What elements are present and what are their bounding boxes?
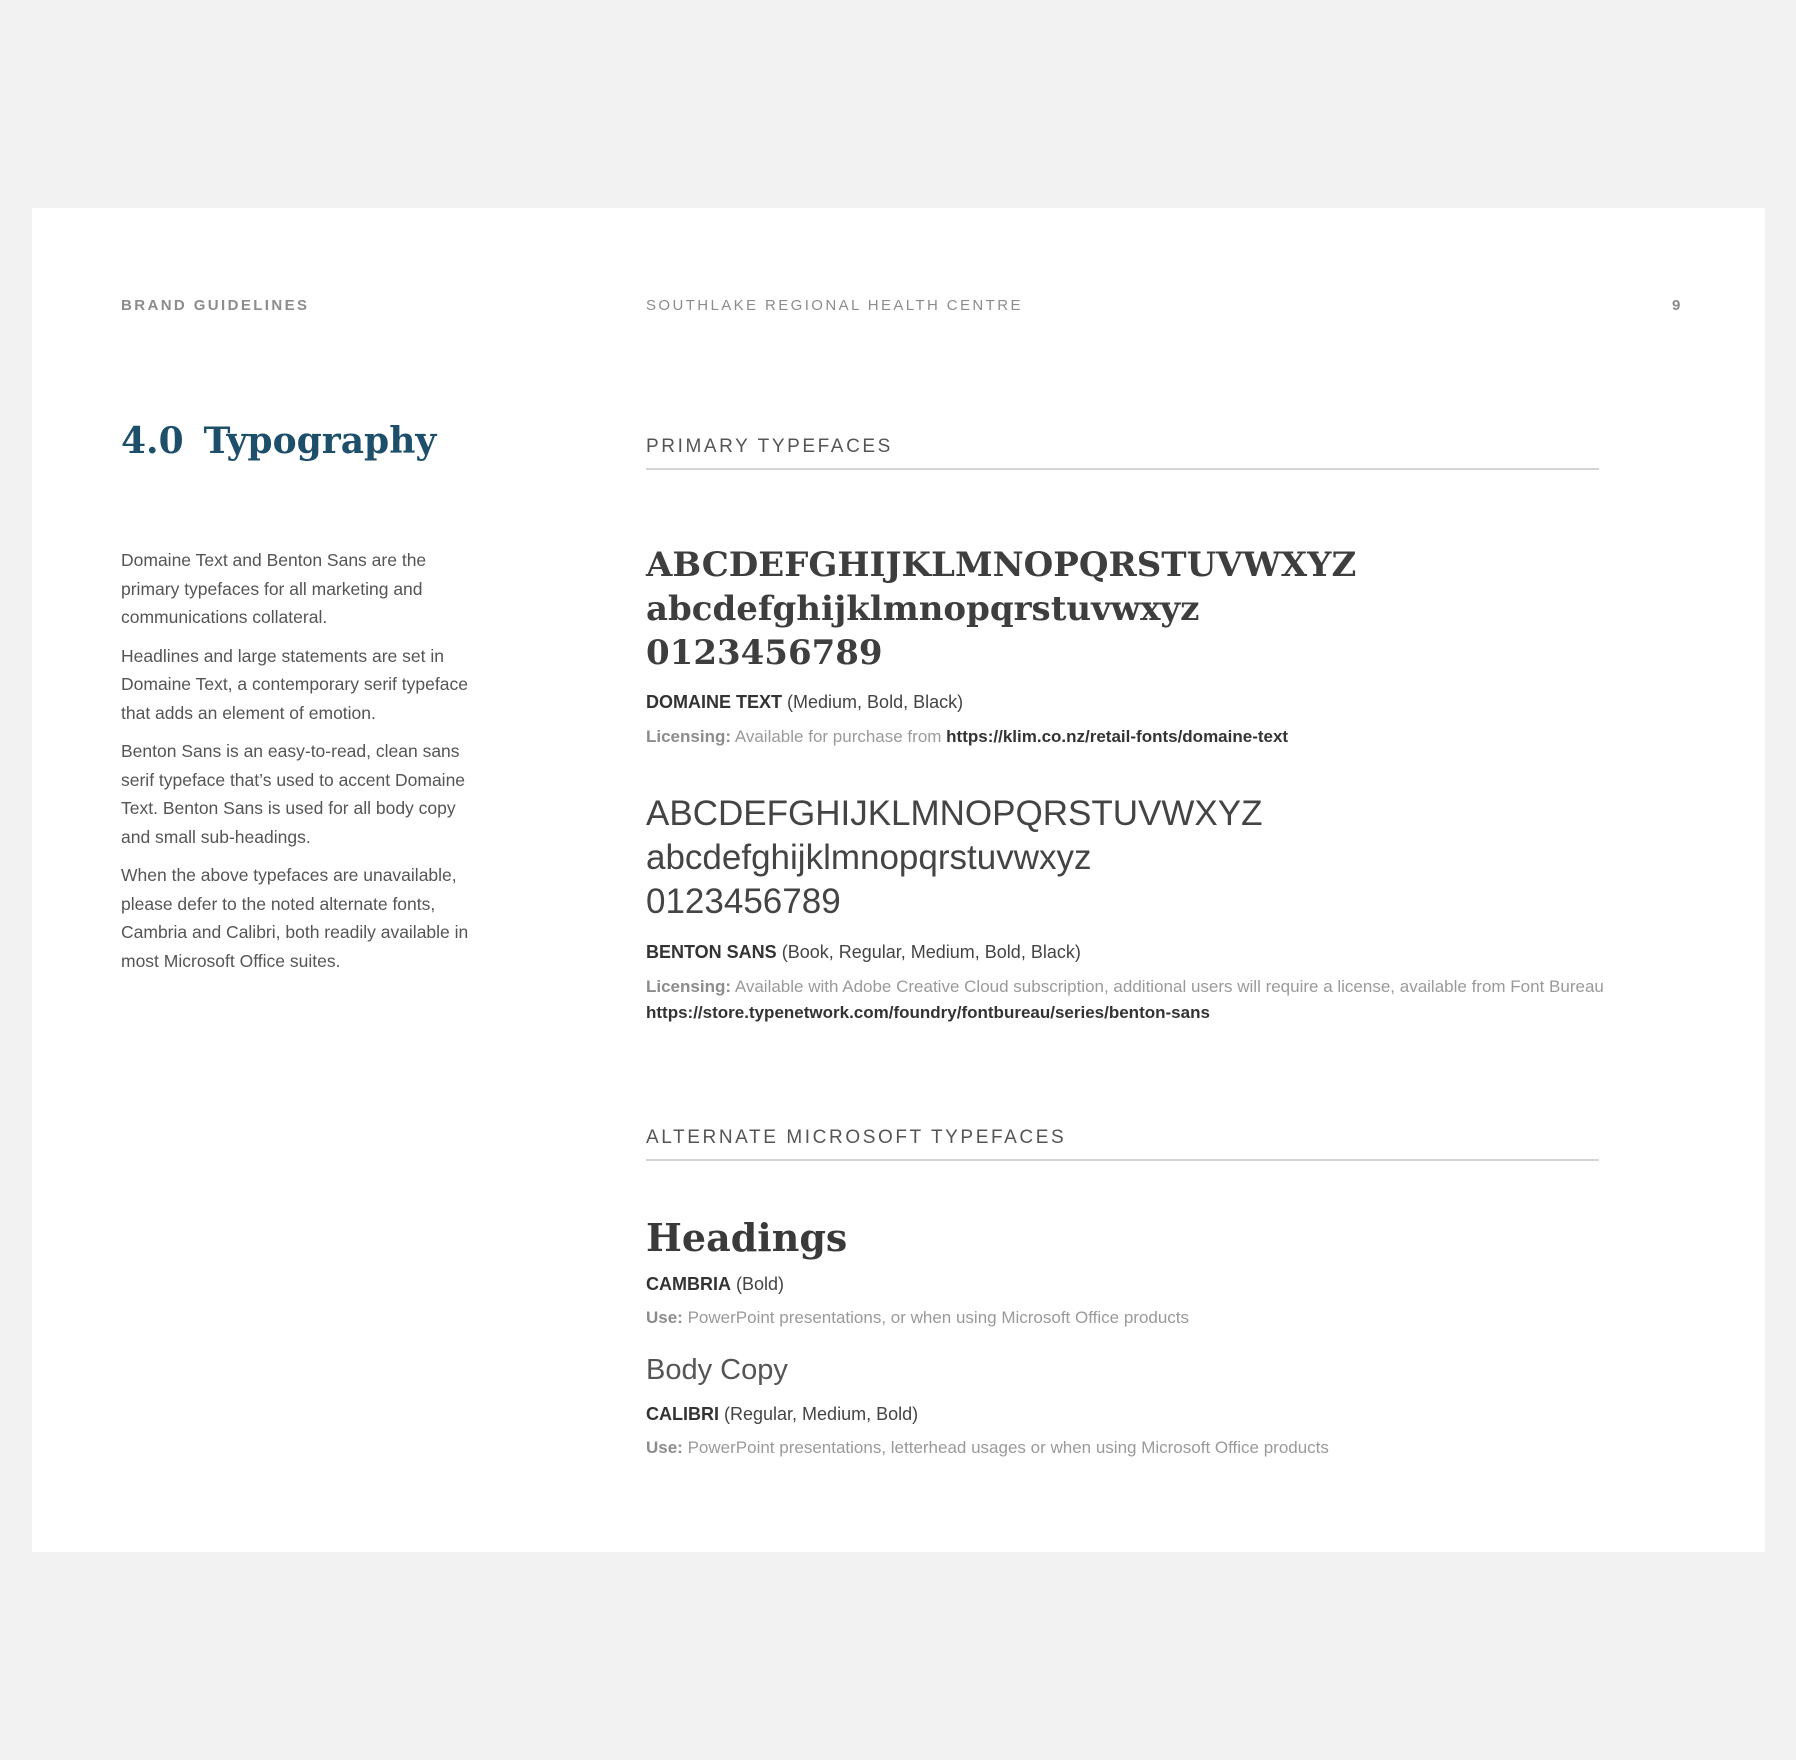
domaine-font-name <box>646 692 963 713</box>
section-number: 4.0 <box>121 420 184 462</box>
intro-paragraph: Domaine Text and Benton Sans are the primary typefaces for all marketing and communications collateral. <box>121 550 427 627</box>
cambria-use-label: Use: <box>646 1308 683 1327</box>
calibri-name: CALIBRI <box>646 1404 719 1424</box>
domaine-uppercase: ABCDEFGHIJKLMNOPQRSTUVWXYZ <box>646 545 1357 585</box>
benton-weights: (Book, Regular, Medium, Bold, Black) <box>781 942 1081 962</box>
primary-typefaces-heading: PRIMARY TYPEFACES <box>646 436 1599 470</box>
domaine-weights: (Medium, Bold, Black) <box>787 692 964 712</box>
section-label: Typography <box>203 420 437 462</box>
header-organization: SOUTHLAKE REGIONAL HEALTH CENTRE <box>646 297 1023 314</box>
header-brand-guidelines: BRAND GUIDELINES <box>121 297 310 314</box>
domaine-name: DOMAINE TEXT <box>646 692 783 712</box>
benton-licensing <box>646 974 1646 1026</box>
intro-paragraph: Headlines and large statements are set in Domaine Text, a contemporary serif typeface that adds an element of emotion. <box>121 645 468 723</box>
cambria-use <box>646 1305 1189 1331</box>
domaine-licensing <box>646 724 1646 750</box>
page-number: 9 <box>1672 297 1681 314</box>
page-title <box>121 420 436 462</box>
domaine-specimen <box>646 543 1356 675</box>
intro-paragraph: When the above typefaces are unavailable, please defer to the noted alternate fonts, Cambria and Calibri, both readily available in most Microsoft Office suites. <box>121 865 469 971</box>
benton-font-name <box>646 942 1081 963</box>
calibri-font-name <box>646 1404 918 1425</box>
benton-name: BENTON SANS <box>646 942 777 962</box>
domaine-digits: 0123456789 <box>646 633 883 673</box>
calibri-sample: Body Copy <box>646 1354 788 1386</box>
benton-licensing-label: Licensing: <box>646 977 732 996</box>
benton-licensing-link[interactable]: https://store.typenetwork.com/foundry/fontbureau/series/benton-sans <box>646 1003 1210 1022</box>
cambria-use-text: PowerPoint presentations, or when using Microsoft Office products <box>687 1308 1190 1327</box>
cambria-font-name <box>646 1274 784 1295</box>
intro-paragraph: Benton Sans is an easy-to-read, clean sans serif typeface that’s used to accent Domaine Text. Benton Sans is used for all body copy and small sub-headings. <box>121 741 466 847</box>
calibri-use-text: PowerPoint presentations, letterhead usages or when using Microsoft Office products <box>687 1438 1329 1457</box>
document-page <box>32 208 1765 1552</box>
calibri-weights: (Regular, Medium, Bold) <box>724 1404 919 1424</box>
calibri-use-label: Use: <box>646 1438 683 1457</box>
cambria-weights: (Bold) <box>736 1274 785 1294</box>
domaine-licensing-label: Licensing: <box>646 727 732 746</box>
alternate-typefaces-heading: ALTERNATE MICROSOFT TYPEFACES <box>646 1127 1599 1161</box>
benton-licensing-text: Available with Adobe Creative Cloud subscription, additional users will require a license, available from Font Bureau <box>734 977 1604 996</box>
benton-specimen <box>646 792 1262 924</box>
calibri-use <box>646 1435 1329 1461</box>
benton-digits: 0123456789 <box>646 882 841 921</box>
benton-uppercase: ABCDEFGHIJKLMNOPQRSTUVWXYZ <box>646 794 1263 833</box>
benton-lowercase: abcdefghijklmnopqrstuvwxyz <box>646 838 1092 877</box>
intro-text <box>121 546 471 985</box>
domaine-licensing-link[interactable]: https://klim.co.nz/retail-fonts/domaine-text <box>946 727 1289 746</box>
cambria-name: CAMBRIA <box>646 1274 731 1294</box>
cambria-sample: Headings <box>646 1215 848 1260</box>
domaine-licensing-text: Available for purchase from <box>734 727 942 746</box>
domaine-lowercase: abcdefghijklmnopqrstuvwxyz <box>646 589 1200 629</box>
